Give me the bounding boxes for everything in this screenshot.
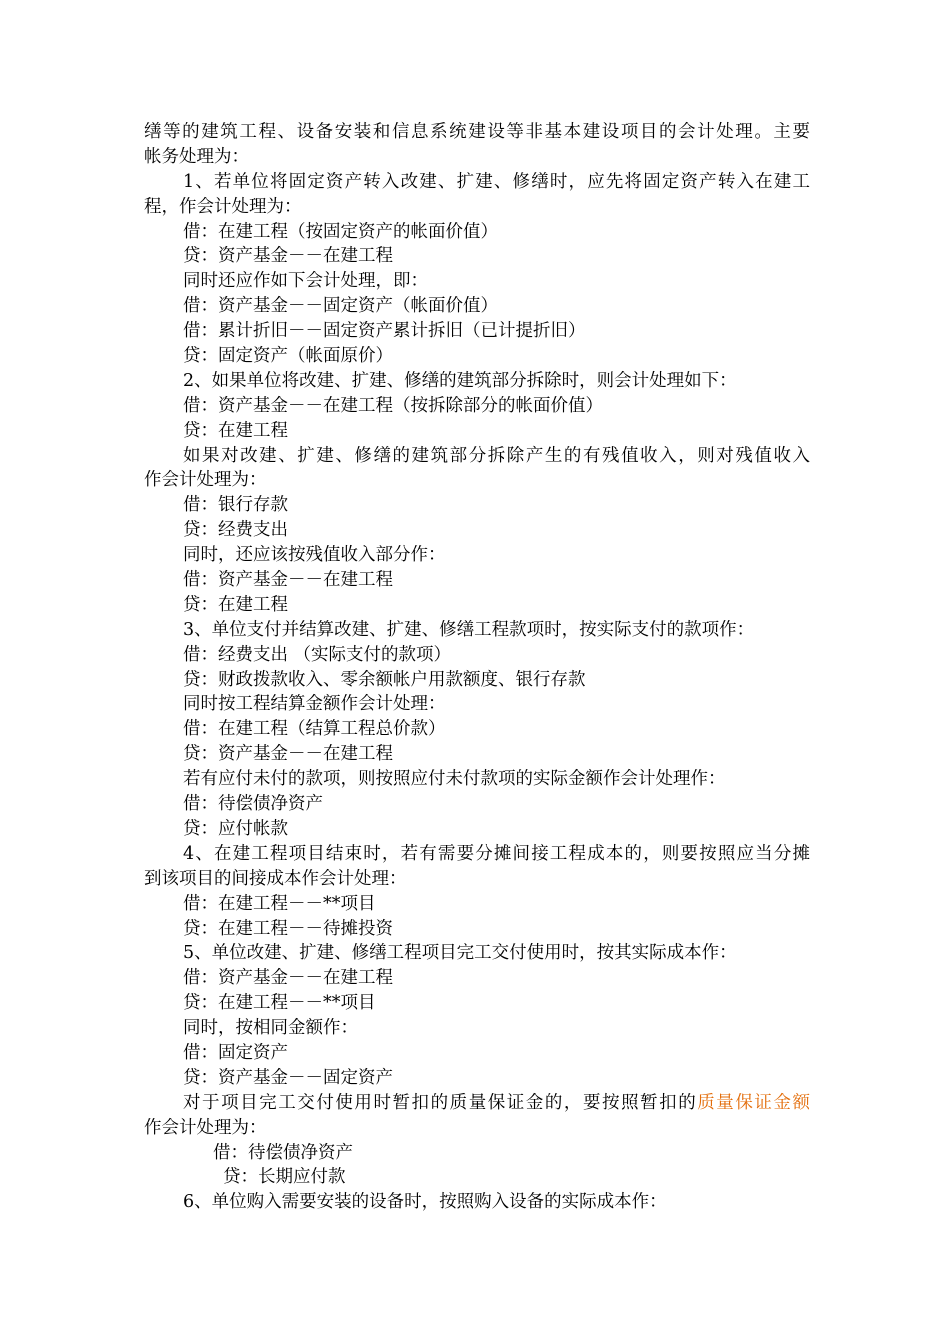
line-text: 1、若单位将固定资产转入改建、扩建、修缮时，应先将固定资产转入在建工: [183, 171, 810, 192]
line-text: 作会计处理为：: [144, 1117, 267, 1138]
document-body: [144, 120, 810, 1215]
line-text: 贷：资产基金－－固定资产: [183, 1067, 393, 1088]
line-text: 帐务处理为：: [144, 146, 249, 167]
text-line: [144, 269, 810, 294]
line-text: 借：待偿债净资产: [183, 794, 323, 815]
line-text: 贷：应付帐款: [183, 818, 288, 839]
line-text: 贷：固定资产（帐面原价）: [183, 346, 393, 367]
line-text: 对于项目完工交付使用时暂扣的质量保证金的，要按照暂扣的: [183, 1092, 698, 1113]
line-text: 借：待偿债净资产: [213, 1142, 353, 1163]
line-text: 贷：资产基金－－在建工程: [183, 744, 393, 765]
line-text: 借：累计折旧－－固定资产累计拆旧（已计提折旧）: [183, 321, 586, 342]
text-line: [144, 792, 810, 817]
line-text: 程，作会计处理为：: [144, 196, 302, 217]
text-line: [144, 817, 810, 842]
text-line: [144, 444, 810, 469]
text-line: [144, 1116, 810, 1141]
text-line: [144, 892, 810, 917]
text-line: [144, 717, 810, 742]
text-line: [144, 294, 810, 319]
line-text: 到该项目的间接成本作会计处理：: [144, 868, 407, 889]
text-line: [144, 120, 810, 145]
line-text: 4、在建工程项目结束时，若有需要分摊间接工程成本的，则要按照应当分摊: [183, 843, 810, 864]
line-text: 贷：在建工程－－待摊投资: [183, 918, 393, 939]
text-line: [144, 991, 810, 1016]
text-line: [144, 917, 810, 942]
text-line: [144, 742, 810, 767]
line-text: 借：在建工程（按固定资产的帐面价值）: [183, 221, 498, 242]
text-line: [144, 244, 810, 269]
line-text: 同时按工程结算金额作会计处理：: [183, 694, 446, 715]
text-line: [144, 543, 810, 568]
line-text: 若有应付未付的款项，则按照应付未付款项的实际金额作会计处理作：: [183, 769, 726, 790]
text-line: [144, 593, 810, 618]
text-line: [144, 618, 810, 643]
text-line: [144, 1190, 810, 1215]
line-text: 借：经费支出 （实际支付的款项）: [183, 644, 452, 665]
line-text: 同时，按相同金额作：: [183, 1018, 358, 1039]
text-line: [144, 369, 810, 394]
text-line: [144, 170, 810, 195]
text-line: [144, 767, 810, 792]
line-text: 贷：财政拨款收入、零余额帐户用款额度、银行存款: [183, 669, 586, 690]
text-line: [144, 867, 810, 892]
text-line: [144, 394, 810, 419]
text-line: [144, 493, 810, 518]
text-line: [144, 344, 810, 369]
line-text: 5、单位改建、扩建、修缮工程项目完工交付使用时，按其实际成本作：: [183, 943, 737, 964]
text-line: [144, 220, 810, 245]
text-line: [144, 419, 810, 444]
text-line: [144, 1165, 810, 1190]
text-line: [144, 966, 810, 991]
line-text: 贷：在建工程: [183, 420, 288, 441]
line-text: 同时还应作如下会计处理，即：: [183, 271, 428, 292]
text-line: [144, 643, 810, 668]
text-line: [144, 319, 810, 344]
line-text: 借：资产基金－－固定资产（帐面价值）: [183, 296, 498, 317]
text-line: [144, 1091, 810, 1116]
line-text: 同时，还应该按残值收入部分作：: [183, 545, 446, 566]
text-line: [144, 468, 810, 493]
line-text: 作会计处理为：: [144, 470, 267, 491]
text-line: [144, 145, 810, 170]
line-text: 借：在建工程－－**项目: [183, 893, 376, 914]
line-text: 借：在建工程（结算工程总价款）: [183, 719, 446, 740]
line-text: 借：资产基金－－在建工程: [183, 968, 393, 989]
line-text: 借：资产基金－－在建工程: [183, 570, 393, 591]
text-line: [144, 1041, 810, 1066]
line-text: 贷：在建工程: [183, 594, 288, 615]
text-line: [144, 568, 810, 593]
line-text: 贷：长期应付款: [223, 1167, 346, 1188]
text-line: [144, 842, 810, 867]
text-line: [144, 1016, 810, 1041]
text-line: [144, 518, 810, 543]
line-text: 如果对改建、扩建、修缮的建筑部分拆除产生的有残值收入，则对残值收入: [183, 445, 810, 466]
line-text: 借：资产基金－－在建工程（按拆除部分的帐面价值）: [183, 395, 603, 416]
text-line: [144, 692, 810, 717]
line-text: 贷：资产基金－－在建工程: [183, 246, 393, 267]
line-text: 3、单位支付并结算改建、扩建、修缮工程款项时，按实际支付的款项作：: [183, 619, 755, 640]
line-text: 2、如果单位将改建、扩建、修缮的建筑部分拆除时，则会计处理如下：: [183, 370, 737, 391]
line-text: 借：固定资产: [183, 1042, 288, 1063]
line-text: 6、单位购入需要安装的设备时，按照购入设备的实际成本作：: [183, 1192, 667, 1213]
text-line: [144, 195, 810, 220]
line-text: 贷：经费支出: [183, 520, 288, 541]
text-line: [144, 1066, 810, 1091]
text-line: [144, 1141, 810, 1166]
line-text: 缮等的建筑工程、设备安装和信息系统建设等非基本建设项目的会计处理。主要: [144, 122, 810, 142]
text-line: [144, 668, 810, 693]
keyword-link[interactable]: 质量保证金额: [697, 1092, 810, 1113]
line-text: 借：银行存款: [183, 495, 288, 516]
text-line: [144, 941, 810, 966]
line-text: 贷：在建工程－－**项目: [183, 993, 376, 1014]
